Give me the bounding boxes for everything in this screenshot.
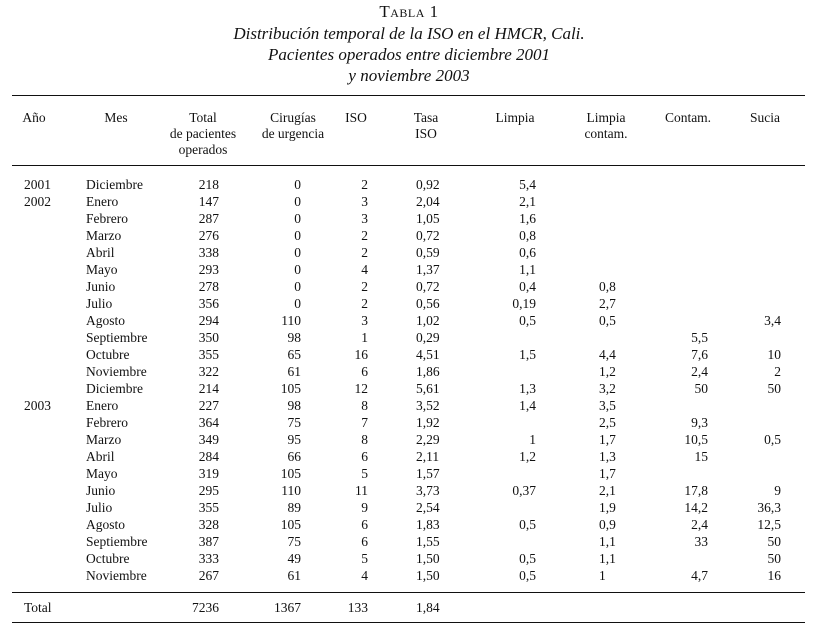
cell-total: 364 <box>198 415 219 430</box>
header-anio: Año <box>22 110 46 125</box>
cell-limpia: 0,5 <box>519 568 536 583</box>
cell-tasa: 0,92 <box>416 177 440 192</box>
cell-mes: Diciembre <box>86 381 143 396</box>
cell-cirugias: 110 <box>281 313 301 328</box>
cell-total: 387 <box>198 534 219 549</box>
cell-contam: 10,5 <box>684 432 708 447</box>
cell-tasa: 2,29 <box>416 432 440 447</box>
cell-limpia-contam: 1,2 <box>599 364 616 379</box>
top-rule <box>12 95 805 96</box>
cell-cirugias: 0 <box>294 245 301 260</box>
cell-limpia: 1,2 <box>519 449 536 464</box>
cell-contam: 4,7 <box>691 568 708 583</box>
header-cirugias <box>253 110 333 142</box>
cell-tasa: 1,37 <box>416 262 440 277</box>
cell-limpia-contam: 4,4 <box>599 347 616 362</box>
cell-total: 278 <box>198 279 219 294</box>
cell-cirugias: 105 <box>280 517 301 532</box>
header-total-line: de pacientes <box>169 126 237 141</box>
cell-contam: 33 <box>694 534 708 549</box>
cell-mes: Mayo <box>86 262 118 277</box>
cell-cirugias: 66 <box>287 449 301 464</box>
table-title-line-3: y noviembre 2003 <box>348 66 470 85</box>
header-limpia-contam-line: Limpia <box>586 110 626 125</box>
cell-limpia: 0,5 <box>519 313 536 328</box>
cell-cirugias: 0 <box>294 177 301 192</box>
cell-total: 349 <box>198 432 219 447</box>
cell-contam: 14,2 <box>684 500 708 515</box>
cell-iso: 2 <box>361 296 368 311</box>
cell-limpia-contam: 1,3 <box>599 449 616 464</box>
cell-limpia: 2,1 <box>519 194 536 209</box>
cell-cirugias: 1367 <box>274 600 301 615</box>
cell-tasa: 5,61 <box>416 381 440 396</box>
cell-mes: Diciembre <box>86 177 143 192</box>
cell-limpia: 0,8 <box>519 228 536 243</box>
cell-anio: 2001 <box>24 177 51 192</box>
cell-tasa: 1,50 <box>416 551 440 566</box>
cell-iso: 1 <box>361 330 368 345</box>
cell-mes: Junio <box>86 483 116 498</box>
cell-sucia: 9 <box>774 483 781 498</box>
table-label: Tabla 1 <box>379 2 439 21</box>
cell-tasa: 3,52 <box>416 398 440 413</box>
header-total <box>160 110 246 158</box>
cell-total: 276 <box>198 228 219 243</box>
cell-limpia: 0,19 <box>512 296 536 311</box>
cell-tasa: 2,11 <box>416 449 440 464</box>
cell-mes: Marzo <box>86 228 122 243</box>
cell-tasa: 1,92 <box>416 415 440 430</box>
cell-sucia: 50 <box>767 381 781 396</box>
header-rule <box>12 165 805 166</box>
cell-mes: Julio <box>86 500 113 515</box>
cell-tasa: 0,59 <box>416 245 440 260</box>
cell-cirugias: 65 <box>287 347 301 362</box>
header-cirugias-line: Cirugías <box>270 110 316 125</box>
cell-tasa: 4,51 <box>416 347 440 362</box>
cell-mes: Septiembre <box>86 330 148 345</box>
cell-mes: Febrero <box>86 211 128 226</box>
header-limpia-contam-line: contam. <box>584 126 628 141</box>
cell-iso: 2 <box>361 177 368 192</box>
cell-cirugias: 105 <box>280 381 301 396</box>
cell-iso: 3 <box>361 194 368 209</box>
cell-total: 294 <box>198 313 219 328</box>
table-title-line-1: Distribución temporal de la ISO en el HMCR, Cali. <box>233 24 585 43</box>
cell-sucia: 0,5 <box>764 432 781 447</box>
header-total-line: Total <box>189 110 217 125</box>
cell-contam: 17,8 <box>684 483 708 498</box>
cell-iso: 3 <box>361 313 368 328</box>
cell-total: 295 <box>198 483 219 498</box>
cell-sucia: 10 <box>767 347 781 362</box>
total-rule <box>12 592 805 593</box>
cell-limpia-contam: 2,1 <box>599 483 616 498</box>
header-sucia: Sucia <box>750 110 780 125</box>
cell-total: 350 <box>198 330 219 345</box>
cell-sucia: 3,4 <box>764 313 781 328</box>
cell-mes: Junio <box>86 279 116 294</box>
cell-iso: 6 <box>361 364 368 379</box>
cell-total: 333 <box>198 551 219 566</box>
cell-total: 338 <box>198 245 219 260</box>
cell-iso: 11 <box>355 483 368 498</box>
cell-limpia: 1,1 <box>519 262 536 277</box>
cell-limpia: 0,6 <box>519 245 536 260</box>
cell-cirugias: 75 <box>287 534 301 549</box>
cell-sucia: 36,3 <box>757 500 781 515</box>
cell-total: 319 <box>198 466 219 481</box>
cell-iso: 4 <box>361 262 368 277</box>
cell-anio: Total <box>24 600 52 615</box>
cell-cirugias: 0 <box>294 194 301 209</box>
cell-total: 322 <box>198 364 219 379</box>
cell-contam: 9,3 <box>691 415 708 430</box>
cell-limpia-contam: 1 <box>599 568 606 583</box>
cell-cirugias: 98 <box>287 330 301 345</box>
cell-limpia-contam: 0,9 <box>599 517 616 532</box>
cell-limpia: 1,5 <box>519 347 536 362</box>
header-iso: ISO <box>345 110 367 125</box>
cell-contam: 50 <box>694 381 708 396</box>
cell-limpia-contam: 2,7 <box>599 296 616 311</box>
cell-mes: Octubre <box>86 551 130 566</box>
cell-cirugias: 49 <box>287 551 301 566</box>
header-contam: Contam. <box>664 110 712 125</box>
cell-tasa: 2,04 <box>416 194 440 209</box>
cell-total: 214 <box>198 381 219 396</box>
cell-tasa: 1,50 <box>416 568 440 583</box>
cell-tasa: 1,57 <box>416 466 440 481</box>
cell-tasa: 1,83 <box>416 517 440 532</box>
cell-tasa: 1,05 <box>416 211 440 226</box>
cell-limpia-contam: 1,1 <box>599 551 616 566</box>
cell-tasa: 3,73 <box>416 483 440 498</box>
header-limpia: Limpia <box>495 110 535 125</box>
cell-limpia-contam: 3,5 <box>599 398 616 413</box>
cell-tasa: 0,72 <box>416 228 440 243</box>
cell-mes: Mayo <box>86 466 118 481</box>
cell-limpia-contam: 0,5 <box>599 313 616 328</box>
cell-cirugias: 0 <box>294 228 301 243</box>
cell-contam: 7,6 <box>691 347 708 362</box>
header-cirugias-line: de urgencia <box>261 126 325 141</box>
cell-mes: Febrero <box>86 415 128 430</box>
cell-tasa: 0,56 <box>416 296 440 311</box>
cell-iso: 4 <box>361 568 368 583</box>
cell-mes: Julio <box>86 296 113 311</box>
cell-limpia: 0,5 <box>519 517 536 532</box>
cell-limpia-contam: 1,1 <box>599 534 616 549</box>
cell-mes: Noviembre <box>86 364 147 379</box>
cell-mes: Enero <box>86 398 119 413</box>
cell-limpia: 0,4 <box>519 279 536 294</box>
cell-cirugias: 61 <box>287 364 301 379</box>
cell-limpia: 1 <box>529 432 536 447</box>
cell-limpia: 1,4 <box>519 398 536 413</box>
cell-cirugias: 95 <box>287 432 301 447</box>
cell-limpia: 0,5 <box>519 551 536 566</box>
cell-sucia: 16 <box>767 568 781 583</box>
header-limpia-contam <box>576 110 636 142</box>
cell-contam: 5,5 <box>691 330 708 345</box>
cell-iso: 8 <box>361 432 368 447</box>
cell-iso: 5 <box>361 551 368 566</box>
cell-sucia: 50 <box>767 551 781 566</box>
cell-iso: 2 <box>361 279 368 294</box>
cell-cirugias: 110 <box>281 483 301 498</box>
cell-total: 7236 <box>192 600 219 615</box>
cell-contam: 2,4 <box>691 517 708 532</box>
cell-limpia: 1,6 <box>519 211 536 226</box>
cell-total: 355 <box>198 347 219 362</box>
cell-mes: Enero <box>86 194 119 209</box>
cell-cirugias: 61 <box>287 568 301 583</box>
cell-iso: 6 <box>361 534 368 549</box>
cell-mes: Noviembre <box>86 568 147 583</box>
cell-iso: 3 <box>361 211 368 226</box>
cell-sucia: 50 <box>767 534 781 549</box>
cell-mes: Abril <box>86 245 115 260</box>
cell-cirugias: 0 <box>294 262 301 277</box>
cell-iso: 9 <box>361 500 368 515</box>
cell-total: 356 <box>198 296 219 311</box>
cell-cirugias: 0 <box>294 296 301 311</box>
cell-iso: 5 <box>361 466 368 481</box>
header-total-line: operados <box>178 142 228 157</box>
cell-limpia: 0,37 <box>512 483 536 498</box>
header-tasa-line: ISO <box>415 126 437 141</box>
cell-limpia-contam: 3,2 <box>599 381 616 396</box>
header-tasa-line: Tasa <box>413 110 439 125</box>
cell-tasa: 0,72 <box>416 279 440 294</box>
table-title-line-2: Pacientes operados entre diciembre 2001 <box>267 45 550 64</box>
cell-limpia-contam: 2,5 <box>599 415 616 430</box>
cell-contam: 15 <box>694 449 708 464</box>
cell-tasa: 0,29 <box>416 330 440 345</box>
cell-total: 227 <box>198 398 219 413</box>
cell-total: 293 <box>198 262 219 277</box>
cell-total: 328 <box>198 517 219 532</box>
cell-limpia-contam: 1,7 <box>599 466 616 481</box>
cell-contam: 2,4 <box>691 364 708 379</box>
header-mes: Mes <box>104 110 128 125</box>
cell-total: 284 <box>198 449 219 464</box>
cell-cirugias: 98 <box>287 398 301 413</box>
cell-limpia-contam: 1,9 <box>599 500 616 515</box>
cell-mes: Septiembre <box>86 534 148 549</box>
header-tasa <box>406 110 446 142</box>
cell-cirugias: 75 <box>287 415 301 430</box>
cell-limpia-contam: 1,7 <box>599 432 616 447</box>
cell-mes: Marzo <box>86 432 122 447</box>
cell-tasa: 1,55 <box>416 534 440 549</box>
cell-tasa: 1,02 <box>416 313 440 328</box>
cell-iso: 2 <box>361 245 368 260</box>
cell-cirugias: 89 <box>287 500 301 515</box>
cell-mes: Agosto <box>86 517 126 532</box>
cell-tasa: 1,84 <box>416 600 440 615</box>
cell-total: 218 <box>198 177 219 192</box>
cell-iso: 8 <box>361 398 368 413</box>
cell-limpia: 1,3 <box>519 381 536 396</box>
cell-iso: 6 <box>361 517 368 532</box>
cell-tasa: 2,54 <box>416 500 440 515</box>
cell-iso: 133 <box>347 600 368 615</box>
cell-limpia: 5,4 <box>519 177 536 192</box>
cell-iso: 6 <box>361 449 368 464</box>
bottom-rule <box>12 622 805 623</box>
cell-cirugias: 0 <box>294 211 301 226</box>
cell-iso: 12 <box>354 381 368 396</box>
cell-iso: 7 <box>361 415 368 430</box>
cell-tasa: 1,86 <box>416 364 440 379</box>
cell-iso: 2 <box>361 228 368 243</box>
cell-iso: 16 <box>354 347 368 362</box>
cell-sucia: 2 <box>774 364 781 379</box>
cell-anio: 2002 <box>24 194 51 209</box>
cell-mes: Abril <box>86 449 115 464</box>
cell-total: 147 <box>198 194 219 209</box>
cell-cirugias: 105 <box>280 466 301 481</box>
cell-cirugias: 0 <box>294 279 301 294</box>
cell-sucia: 12,5 <box>757 517 781 532</box>
cell-anio: 2003 <box>24 398 51 413</box>
cell-total: 287 <box>198 211 219 226</box>
cell-limpia-contam: 0,8 <box>599 279 616 294</box>
cell-total: 355 <box>198 500 219 515</box>
cell-total: 267 <box>198 568 219 583</box>
cell-mes: Octubre <box>86 347 130 362</box>
cell-mes: Agosto <box>86 313 126 328</box>
